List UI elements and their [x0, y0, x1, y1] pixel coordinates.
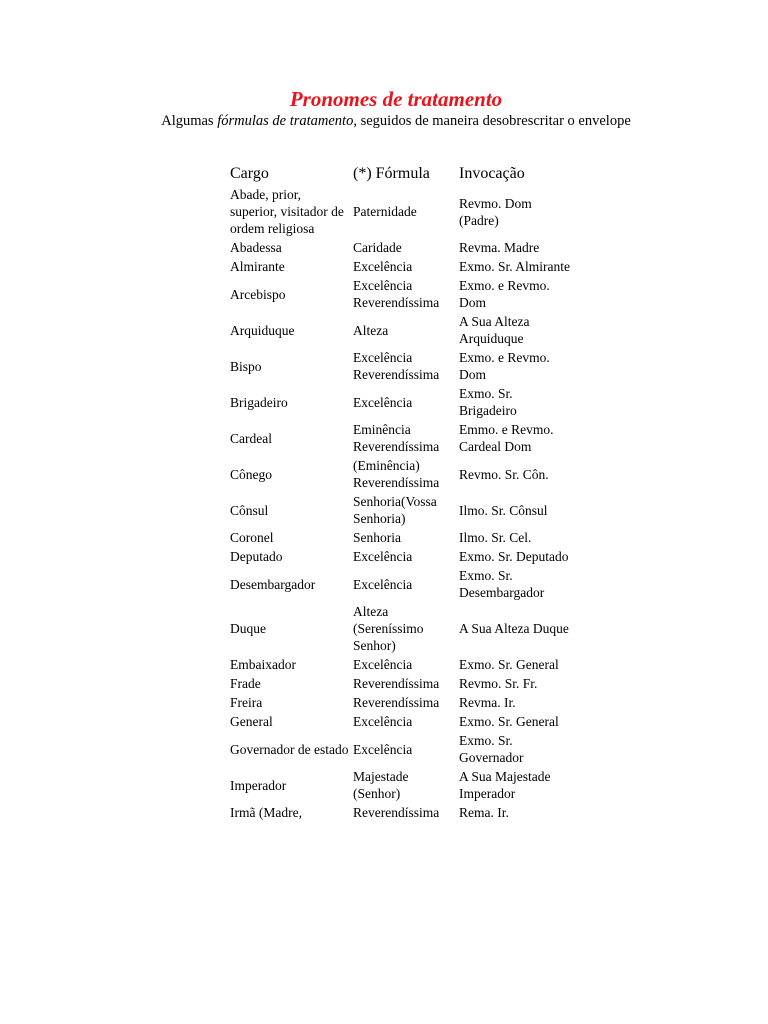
cell-invocacao: Exmo. Sr. Almirante [459, 259, 570, 274]
cell-invocacao: Revmo. Dom (Padre) [459, 195, 532, 228]
table-row [226, 655, 571, 674]
cell-cargo: Governador de estado [230, 741, 349, 757]
cell-formula: Senhoria(Vossa Senhoria) [353, 494, 437, 526]
cell-cargo: Deputado [230, 549, 283, 564]
cell-invocacao: A Sua Alteza Duque [459, 621, 569, 636]
subtitle-italic-phrase: fórmulas de tratamento [217, 113, 354, 129]
pronouns-table [226, 162, 571, 822]
table-row [226, 238, 571, 257]
cell-invocacao: Exmo. Sr. Brigadeiro [459, 386, 517, 418]
cell-cargo: Embaixador [230, 657, 296, 672]
subtitle-text-end: , seguidos de maneira desobrescritar o envelope [353, 113, 631, 129]
cell-cargo: Coronel [230, 530, 274, 545]
cell-formula: (Eminência) Reverendíssima [353, 458, 440, 490]
table-row [226, 566, 571, 602]
cell-formula: Alteza (Sereníssimo Senhor) [353, 604, 424, 653]
table-row [226, 456, 571, 492]
cell-formula: Reverendíssima [353, 676, 440, 691]
cell-formula: Excelência Reverendíssima [353, 278, 440, 310]
cell-invocacao: Revmo. Sr. Fr. [459, 676, 538, 691]
table-row [226, 384, 571, 420]
table-row [226, 420, 571, 456]
cell-cargo: Irmã (Madre, [230, 805, 302, 820]
cell-invocacao: Ilmo. Sr. Cônsul [459, 502, 548, 518]
cell-cargo: Imperador [230, 777, 287, 793]
cell-cargo: Cônego [230, 466, 272, 482]
cell-cargo: Frade [230, 676, 261, 691]
table-row [226, 276, 571, 312]
cell-cargo: Bispo [230, 358, 262, 374]
cell-invocacao: Exmo. e Revmo. Dom [459, 350, 550, 382]
table-row [226, 602, 571, 655]
cell-invocacao: Revma. Madre [459, 240, 540, 255]
table-row [226, 492, 571, 528]
cell-formula: Majestade (Senhor) [353, 769, 409, 801]
table-row [226, 348, 571, 384]
table-row [226, 547, 571, 566]
cell-invocacao: A Sua Alteza Arquiduque [459, 314, 530, 346]
cell-formula: Excelência Reverendíssima [353, 350, 440, 382]
subtitle-text-start: Algumas [161, 113, 218, 129]
table-row [226, 257, 571, 276]
table-row [226, 712, 571, 731]
cell-cargo: Desembargador [230, 576, 316, 592]
cell-formula: Senhoria [353, 530, 401, 545]
header-cargo: Cargo [230, 165, 269, 182]
document-title: Pronomes de tratamento [289, 87, 503, 111]
cell-formula: Excelência [353, 259, 413, 274]
cell-formula: Reverendíssima [353, 805, 440, 820]
cell-invocacao: Exmo. Sr. Governador [459, 733, 524, 765]
table-row [226, 185, 571, 238]
cell-invocacao: Exmo. Sr. Desembargador [459, 568, 545, 600]
cell-cargo: Freira [230, 695, 263, 710]
cell-cargo: Cardeal [230, 430, 272, 446]
cell-invocacao: Exmo. Sr. General [459, 714, 559, 729]
cell-invocacao: Exmo. e Revmo. Dom [459, 278, 550, 310]
cell-invocacao: Rema. Ir. [459, 805, 509, 820]
cell-formula: Excelência [353, 741, 413, 757]
table-row [226, 674, 571, 693]
cell-formula: Excelência [353, 549, 413, 564]
cell-cargo: Abade, prior, superior, visitador de ordem religiosa [230, 187, 344, 236]
table-header-row [226, 162, 571, 185]
document-subtitle [0, 111, 768, 131]
table-row [226, 731, 571, 767]
cell-cargo: General [230, 714, 273, 729]
table-row [226, 803, 571, 822]
cell-formula: Excelência [353, 657, 413, 672]
cell-formula: Excelência [353, 714, 413, 729]
cell-invocacao: Emmo. e Revmo. Cardeal Dom [459, 422, 554, 454]
cell-formula: Excelência [353, 394, 413, 410]
cell-cargo: Almirante [230, 259, 285, 274]
header-formula: (*) Fórmula [353, 165, 430, 182]
cell-invocacao: Ilmo. Sr. Cel. [459, 530, 532, 545]
cell-formula: Alteza [353, 322, 389, 338]
cell-invocacao: Revma. Ir. [459, 695, 516, 710]
cell-cargo: Arcebispo [230, 286, 286, 302]
table-row [226, 693, 571, 712]
cell-cargo: Arquiduque [230, 322, 295, 338]
table-row [226, 528, 571, 547]
cell-formula: Eminência Reverendíssima [353, 422, 440, 454]
cell-invocacao: A Sua Majestade Imperador [459, 769, 551, 801]
table-row [226, 767, 571, 803]
cell-cargo: Abadessa [230, 240, 282, 255]
table-row [226, 312, 571, 348]
cell-cargo: Cônsul [230, 502, 269, 518]
cell-formula: Reverendíssima [353, 695, 440, 710]
cell-invocacao: Exmo. Sr. Deputado [459, 549, 569, 564]
cell-invocacao: Revmo. Sr. Côn. [459, 466, 549, 482]
cell-invocacao: Exmo. Sr. General [459, 657, 559, 672]
cell-cargo: Brigadeiro [230, 394, 288, 410]
cell-formula: Caridade [353, 240, 402, 255]
cell-cargo: Duque [230, 621, 266, 636]
cell-formula: Excelência [353, 576, 413, 592]
cell-formula: Paternidade [353, 204, 417, 219]
header-invocacao: Invocação [459, 165, 525, 182]
